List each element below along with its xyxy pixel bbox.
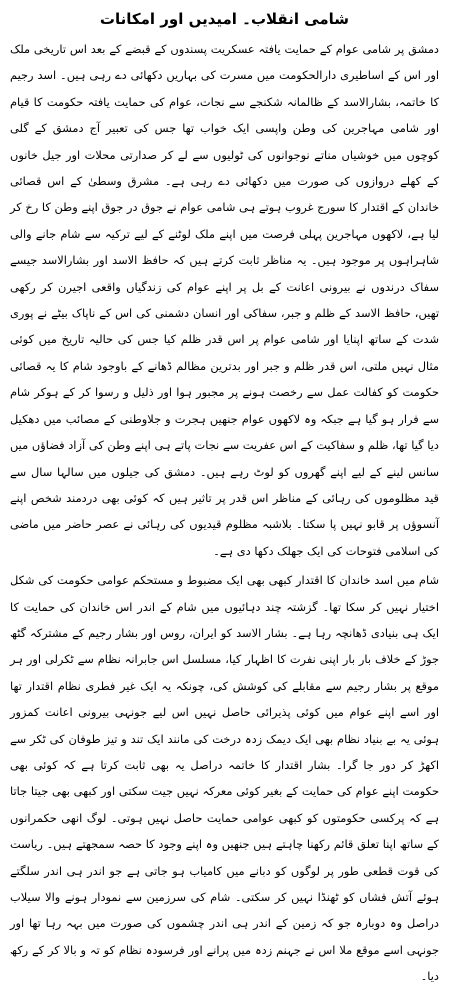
article-paragraph-2: شام میں اسد خاندان کا اقتدار کبھی بھی ایک مضبوط و مستحکم عوامی حکومت کی شکل اختیار نہیں کر سکا تھا۔ گزشتہ چند دہائیوں میں شام کے اندر اس خاندان کی حمایت کا ایک ہی بنیادی ڈھانچہ رہا ہے۔ بشار الاسد کو ایران، روس اور بشار رجیم کے مشترکہ گٹھ جوڑ کے خلاف بار بار اپنی نفرت کا اظہار کیا، مسلسل اس جابرانہ نظام سے ٹکرلی اور ہر موقع پر بشار رجیم سے مقابلے کی کوشش کی، چونکہ یہ ایک غیر فطری نظام اقتدار تھا اور اسے اپنے عوام میں کوئی پذیرائی حاصل نہیں اس لیے جونہی بیرونی اعانت کمزور ہوئی یہ بے بنیاد نظام بھی ایک دیمک زدہ درخت کی مانند ایک تند و تیز طوفان کی ٹکر سے اکھڑ کر دور جا گرا۔ بشار اقتدار کا خاتمہ دراصل یہ بھی ثابت کرتا ہے کہ کوئی بھی حکومت اپنے عوام کی حمایت کے بغیر کوئی معرکہ نہیں جیت سکتی اور کبھی بھی جیتا جاتا ہے کہ پرکسی حکومتوں کو کبھی عوامی حمایت حاصل نہیں ہوتی۔ لوگ انھی حکمرانوں کے ساتھ اپنا تعلق قائم رکھنا چاہتے ہیں جنھیں وہ اپنے وجود کا حصہ سمجھتے ہیں۔ ریاست کی قوت قطعی طور پر لوگوں کو دبانے میں کامیاب ہو جاتی ہے جو اندر ہی اندر سلگتے ہوئے آتش فشاں کو ٹھنڈا نہیں کر سکتی۔ شام کی سرزمین سے نمودار ہونے والا سیلاب دراصل وہ دوبارہ جو کہ زمین کے اندر ہی اندر چشموں کی صورت میں بہہ رہا تھا اور جونہی اسے موقع ملا اس نے جہنم زدہ میں پرانے اور فرسودہ نظام کو تہ و بالا کر کے رکھ دیا۔ [10,573,439,984]
article-headline: شامی انقلاب۔ امیدیں اور امکانات [99,10,350,28]
article-body [10,36,439,990]
article-paragraph-1: دمشق پر شامی عوام کے حمایت یافتہ عسکریت پسندوں کے قبضے کے بعد اس تاریخی ملک اور اس کے اساطیری دارالحکومت میں مسرت کی بہاریں دکھائی دے رہی ہیں۔ اسد رجیم کا خاتمہ، بشارالاسد کے ظالمانہ شکنجے سے نجات، عوام کی حمایت یافتہ حکومت کا قیام اور شامی مہاجرین کی وطن واپسی ایک خواب تھا جس کی تعبیر آج دمشق کے گلی کوچوں میں خوشیاں مناتے نوجوانوں کی ٹولیوں سے لے کر صدارتی محلات اور جیل خانوں کے کھلے دروازوں کی صورت میں دکھائی دے رہی ہے۔ مشرق وسطیٰ کے اس قصائی خاندان کے اقتدار کا سورج غروب ہوتے ہی شامی عوام نے جوق در جوق اپنے وطن کا رخ کر لیا ہے، لاکھوں مہاجرین پہلی فرصت میں اپنے ملک لوٹنے کے لیے ترکیہ سے شام جانے والی شاہراہوں پر موجود ہیں۔ یہ مناظر ثابت کرتے ہیں کہ حافظ الاسد اور بشارالاسد جیسے سفاک درندوں نے بیرونی اعانت کے بل پر اپنے عوام کی زندگیاں واقعی اجیرن کر رکھی تھیں، حافظ الاسد کے ظلم و جبر، سفاکی اور انسان دشمنی کی اس کے ناپاک بیٹے نے پوری شدت کے ساتھ اپنایا اور شامی عوام پر اس قدر ظلم کیا جس کی حالیہ تاریخ میں کوئی مثال نہیں ملتی، اس قدر ظلم و جبر اور بدترین مظالم ڈھانے کے باوجود شام کا یہ قصائی حکومت کو کفالت عمل سے رخصت ہونے پر مجبور ہوا اور ذلیل و رسوا کر کے ہوکر شام سے فرار ہو گیا ہے جبکہ وہ لاکھوں عوام جنھیں ہجرت و جلاوطنی کے مصائب میں دھکیل دیا گیا تھا، ظلم و سفاکیت کے اس عفریت سے نجات پاتے ہی اپنے وطن کی آزاد فضاؤں میں سانس لینے کے لیے اپنے گھروں کو لوٹ رہے ہیں۔ دمشق کی جیلوں میں سالہا سال سے قید مظلوموں کی رہائی کے مناظر اس قدر پر تاثیر ہیں کہ کوئی بھی دردمند شخص اپنے آنسوؤں پر قابو نہیں پا سکتا۔ بلاشبہ مظلوم قیدیوں کی رہائی نے عصر حاضر میں ماضی کی اسلامی فتوحات کی ایک جھلک دکھا دی ہے۔ [10,42,439,558]
